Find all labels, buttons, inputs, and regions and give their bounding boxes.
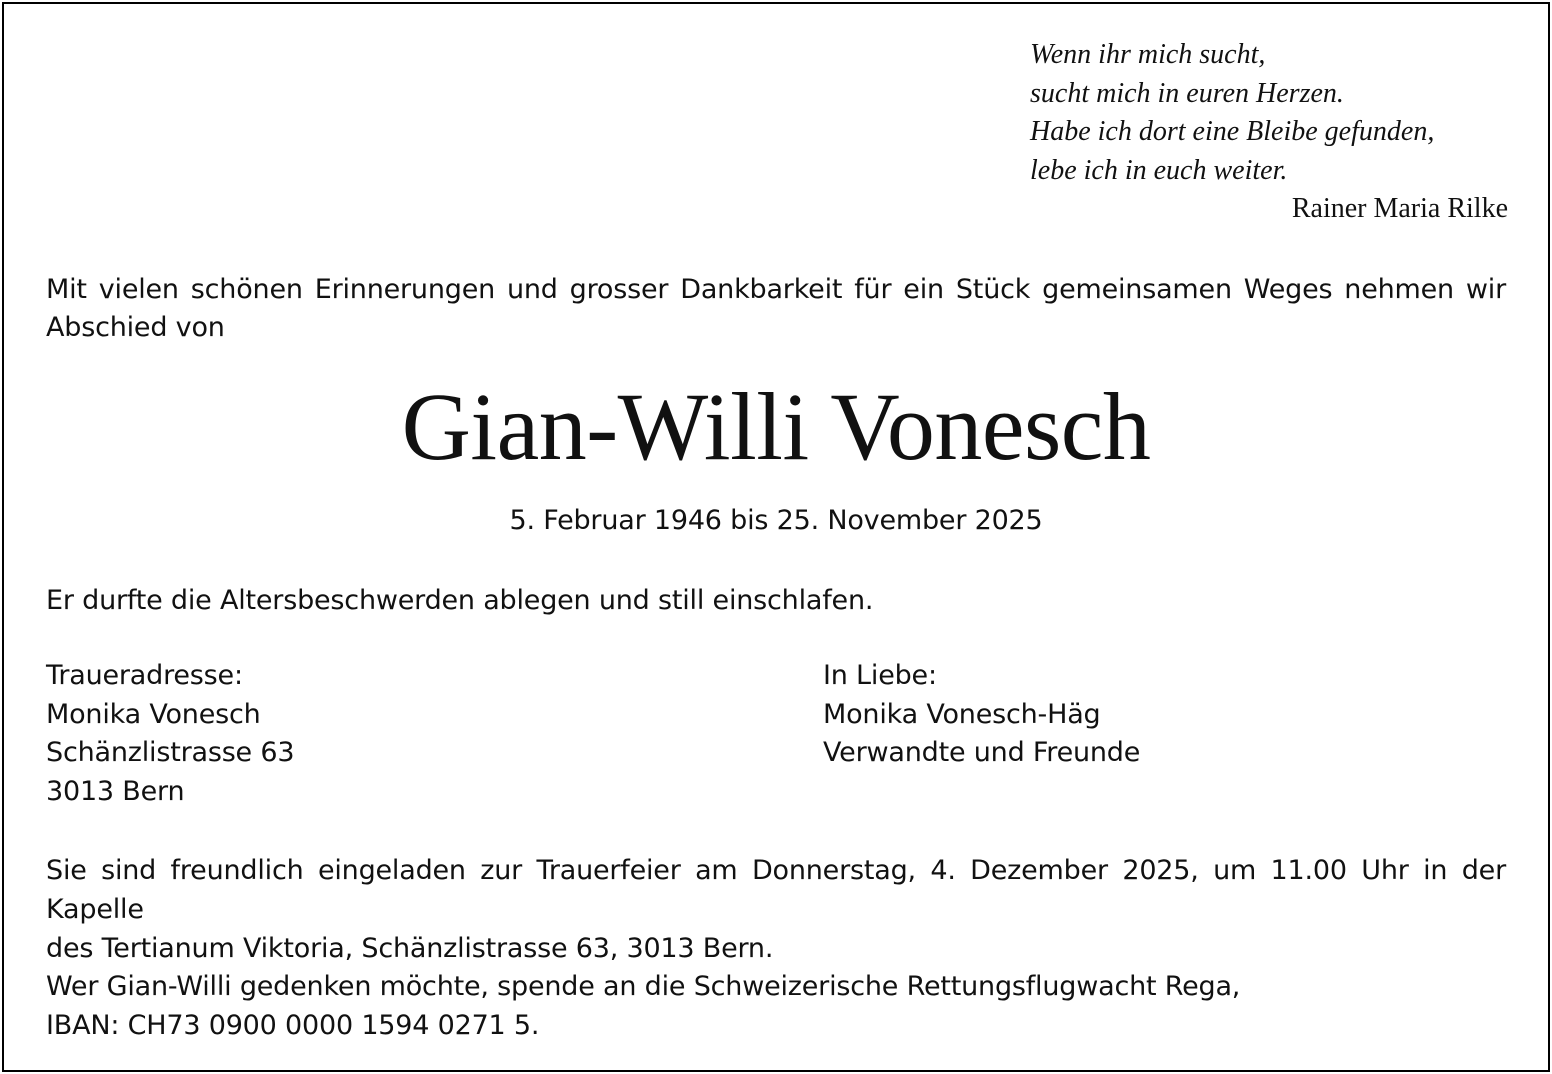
poem-line: Wenn ihr mich sucht, bbox=[1030, 39, 1266, 70]
poem-line: sucht mich in euren Herzen. bbox=[1030, 77, 1344, 109]
ceremony-line: Sie sind freundlich eingeladen zur Trauerfeier am Donnerstag, 4. Dezember 2025, um 11.00 Uhr in der Kapelle bbox=[46, 855, 1506, 925]
life-dates: 5. Februar 1946 bis 25. November 2025 bbox=[509, 505, 1043, 536]
donation-line: Wer Gian-Willi gedenken möchte, spende an die Schweizerische Rettungsflugwacht Rega, bbox=[46, 971, 1241, 1002]
poem-line: Habe ich dort eine Bleibe gefunden, bbox=[1030, 116, 1435, 147]
address-line: Monika Vonesch bbox=[46, 698, 261, 730]
ceremony-line: des Tertianum Viktoria, Schänzlistrasse 63, 3013 Bern. bbox=[46, 933, 774, 964]
mourner-line: Verwandte und Freunde bbox=[823, 737, 1141, 768]
address-heading: Traueradresse: bbox=[46, 660, 243, 691]
iban-line: IBAN: CH73 0900 0000 1594 0271 5. bbox=[46, 1010, 540, 1041]
address-line: 3013 Bern bbox=[46, 775, 185, 807]
address-line: Schänzlistrasse 63 bbox=[46, 737, 295, 768]
ceremony-invitation bbox=[46, 851, 1506, 968]
mourners-heading: In Liebe: bbox=[823, 660, 937, 691]
donation-info bbox=[46, 967, 1506, 1045]
deceased-name: Gian-Willi Vonesch bbox=[401, 373, 1151, 480]
mourning-address bbox=[46, 657, 294, 811]
mourners bbox=[823, 657, 1140, 773]
passing-note: Er durfte die Altersbeschwerden ablegen und still einschlafen. bbox=[46, 585, 874, 616]
rilke-poem bbox=[1030, 36, 1508, 229]
mourner-line: Monika Vonesch-Häg bbox=[823, 698, 1101, 730]
intro-text: Mit vielen schönen Erinnerungen und grosser Dankbarkeit für ein Stück gemeinsamen Weges nehmen wir Abschied von bbox=[46, 274, 1506, 343]
poem-author: Rainer Maria Rilke bbox=[1291, 193, 1508, 224]
poem-line: lebe ich in euch weiter. bbox=[1030, 154, 1288, 186]
